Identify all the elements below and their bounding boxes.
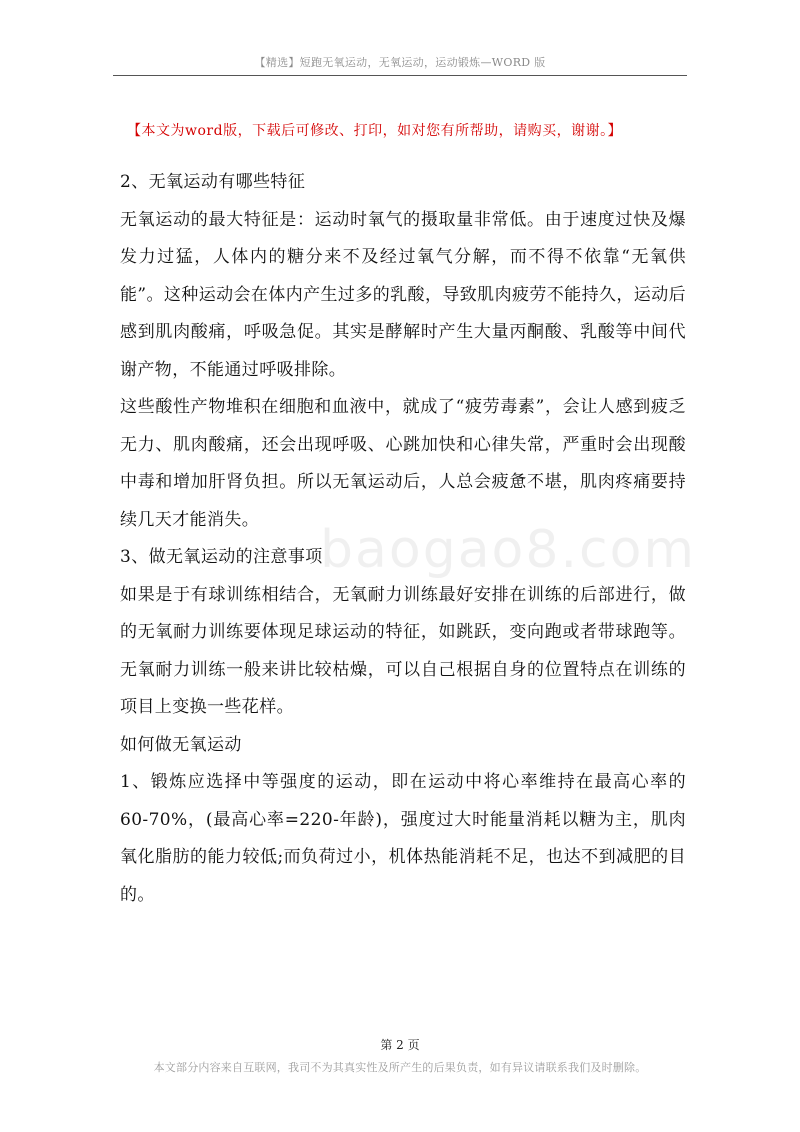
footer-disclaimer: 本文部分内容来自互联网，我司不为其真实性及所产生的后果负责，如有异议请联系我们及时删除。	[153, 1061, 647, 1074]
document-body	[120, 164, 686, 914]
paragraph-fatigue-toxins: 这些酸性产物堆积在细胞和血液中，就成了“疲劳毒素”，会让人感到疲乏无力、肌肉酸痛，还会出现呼吸、心跳加快和心律失常，严重时会出现酸中毒和增加肝肾负担。所以无氧运动后，人总会疲惫不堪，肌肉疼痛要持续几天才能消失。	[120, 397, 686, 530]
paragraph-step-1: 1、锻炼应选择中等强度的运动，即在运动中将心率维持在最高心率的 60-70%，(最高心率=220-年龄)，强度过大时能量消耗以糖为主，肌肉氧化脂肪的能力较低;而负荷过小，机体热能消耗不足，也达不到减肥的目的。	[120, 772, 686, 905]
red-notice: 【本文为word版，下载后可修改、打印，如对您有所帮助，请购买，谢谢。】	[127, 123, 623, 139]
header-divider	[113, 75, 687, 76]
paragraph-precautions: 如果是于有球训练相结合，无氧耐力训练最好安排在训练的后部进行，做的无氧耐力训练要体现足球运动的特征，如跳跃，变向跑或者带球跑等。无氧耐力训练一般来讲比较枯燥，可以自己根据自身的位置特点在训练的项目上变换一些花样。	[120, 584, 686, 717]
section-heading-how-to: 如何做无氧运动	[120, 734, 242, 755]
paragraph-anaerobic-features: 无氧运动的最大特征是：运动时氧气的摄取量非常低。由于速度过快及爆发力过猛，人体内的糖分来不及经过氧气分解，而不得不依靠“无氧供能”。这种运动会在体内产生过多的乳酸，导致肌肉疲劳不能持久，运动后感到肌肉酸痛，呼吸急促。其实是酵解时产生大量丙酮酸、乳酸等中间代谢产物，不能通过呼吸排除。	[120, 209, 686, 380]
section-heading-3: 3、做无氧运动的注意事项	[120, 547, 323, 567]
page-header-title: 【精选】短跑无氧运动，无氧运动，运动锻炼—WORD 版	[254, 56, 546, 69]
watermark: baogao8.com	[320, 520, 697, 580]
section-heading-2: 2、无氧运动有哪些特征	[120, 172, 306, 192]
page-number: 第 2 页	[380, 1038, 420, 1052]
